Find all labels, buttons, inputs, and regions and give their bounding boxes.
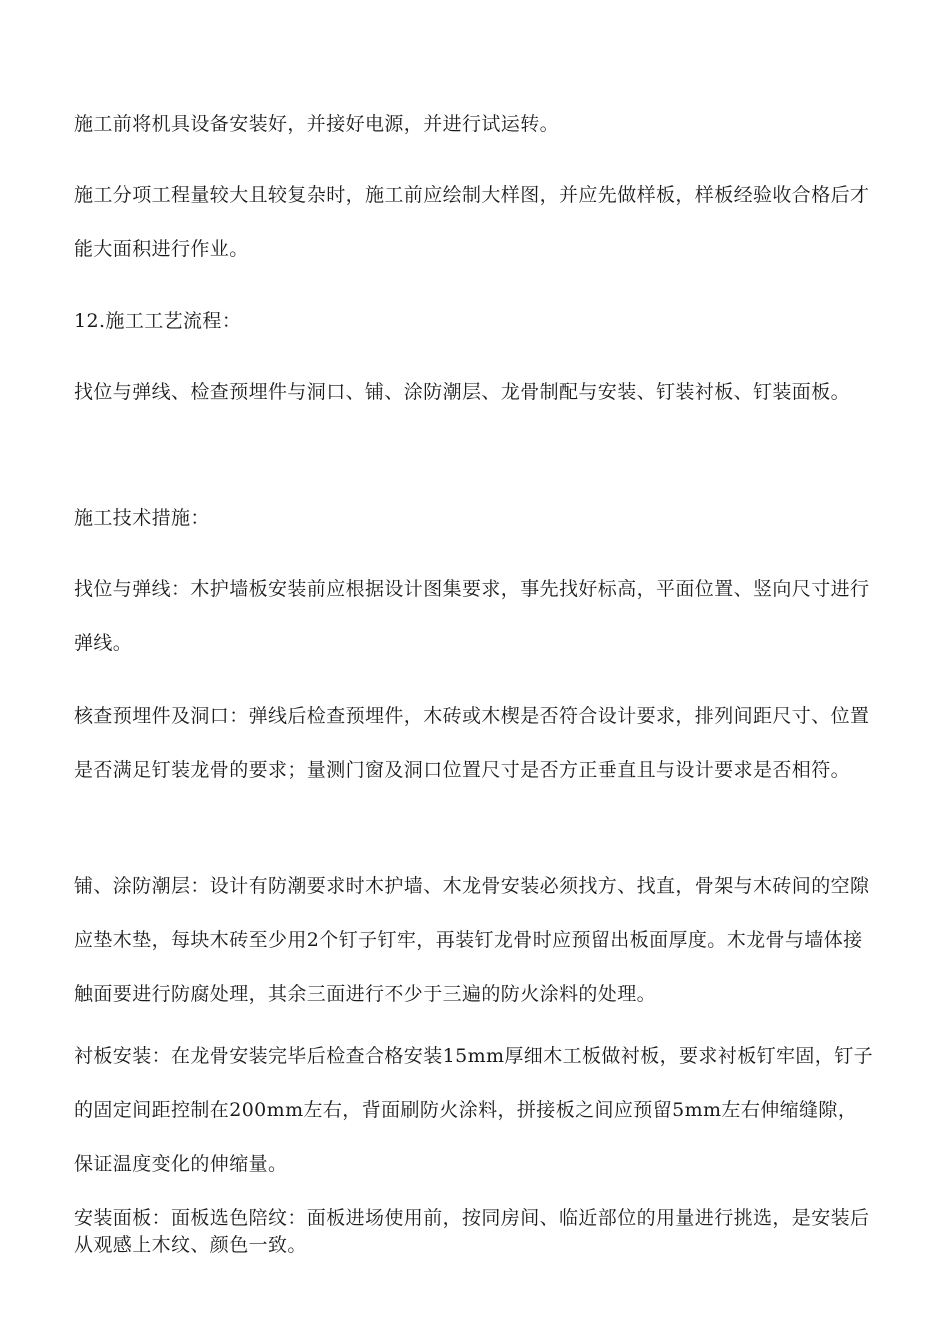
paragraph-face-panel: 安装面板：面板选色陪纹：面板进场使用前，按同房间、临近部位的用量进行挑选，是安装后从观感上木纹、颜色一致。 [74,1207,870,1256]
paragraph-process-steps: 找位与弹线、检查预埋件与洞口、铺、涂防潮层、龙骨制配与安装、钉装衬板、钉装面板。 [74,381,851,403]
heading-technical-measures: 施工技术措施： [74,507,210,529]
paragraph-moisture-layer: 铺、涂防潮层：设计有防潮要求时木护墙、木龙骨安装必须找方、找直，骨架与木砖间的空隙应垫木垫，每块木砖至少用2个钉子钉牢，再装钉龙骨时应预留出板面厚度。木龙骨与墙体接触面要进行防腐处理，其余三面进行不少于三遍的防火涂料的处理。 [74,875,870,1005]
heading-process-flow: 12.施工工艺流程： [74,310,242,332]
paragraph-layout-lines: 找位与弹线：木护墙板安装前应根据设计图集要求，事先找好标高，平面位置、竖向尺寸进行弹线。 [74,578,870,654]
paragraph-check-embedded: 核查预埋件及洞口：弹线后检查预埋件，木砖或木楔是否符合设计要求，排列间距尺寸、位置是否满足钉装龙骨的要求；量测门窗及洞口位置尺寸是否方正垂直且与设计要求是否相符。 [74,705,870,781]
paragraph-sample-board: 施工分项工程量较大且较复杂时，施工前应绘制大样图，并应先做样板，样板经验收合格后才能大面积进行作业。 [74,184,870,260]
paragraph-preparation: 施工前将机具设备安装好，并接好电源，并进行试运转。 [74,113,560,135]
paragraph-lining-board: 衬板安装：在龙骨安装完毕后检查合格安装15mm厚细木工板做衬板，要求衬板钉牢固，钉子的固定间距控制在200mm左右，背面刷防火涂料，拼接板之间应预留5mm左右伸缩缝隙，保证温度变化的伸缩量。 [74,1045,874,1175]
